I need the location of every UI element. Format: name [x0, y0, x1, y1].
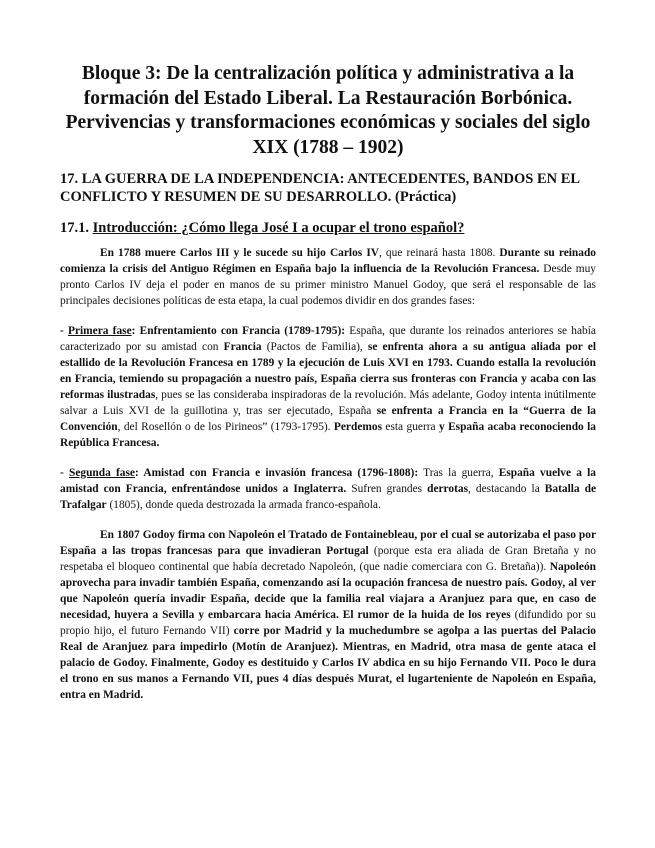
text-span: Tras la guerra,: [418, 467, 499, 479]
bold-span: Perdemos: [333, 421, 382, 433]
text-span: , que reinará hasta 1808.: [378, 247, 500, 259]
text-span: , destacando la: [468, 483, 545, 495]
colon: :: [134, 467, 144, 479]
bold-span: En 1788 muere Carlos III y le sucede su hijo Carlos IV: [100, 247, 379, 259]
paragraph-first-phase: [60, 323, 596, 451]
bold-span: Enfrentamiento con Francia (1789-1795):: [139, 325, 346, 337]
text-span: , del Rosellón o de los Pirineos” (1793-1795).: [117, 421, 334, 433]
text-span: (porque esta era aliada de Gran Bretaña y no respetaba el bloqueo continental que había decretado Napoleón, (que nadie comerciara con G. Bretaña)).: [60, 545, 596, 573]
paragraph-second-phase: [60, 465, 596, 513]
text-span: (Pactos de Familia),: [261, 341, 368, 353]
dash: -: [60, 325, 68, 337]
subsection-number: 17.1.: [60, 220, 93, 236]
text-span: Sufren grandes: [346, 483, 428, 495]
dash: -: [60, 467, 69, 479]
bold-span: España vuelve a la amistad con Francia, enfrentándose unidos a Inglaterra.: [60, 467, 596, 495]
bold-span: Amistad con Francia e invasión francesa (1796-1808):: [143, 467, 419, 479]
bold-span: Francia: [223, 341, 262, 353]
paragraph-1807: [60, 527, 596, 703]
document-title: Bloque 3: De la centralización política y administrativa a la formación del Estado Liberal. La Restauración Borbónica. Pervivencias y transformaciones económicas y sociales del siglo XIX (1788 – 1902): [65, 63, 591, 158]
colon: :: [131, 325, 140, 337]
text-span: esta guerra: [382, 421, 439, 433]
bold-span: y España acaba reconociendo la República Francesa.: [60, 421, 597, 449]
text-span: (difundido por su propio hijo, el futuro Fernando VII): [60, 609, 596, 637]
section-heading: 17. LA GUERRA DE LA INDEPENDENCIA: ANTECEDENTES, BANDOS EN EL CONFLICTO Y RESUMEN DE SU DESARROLLO. (Práctica): [60, 171, 580, 205]
bold-span: En 1807 Godoy firma con Napoleón el Tratado de Fontainebleau, por el cual se autorizaba el paso por España a las tropas francesas para que invadieran Portugal: [60, 529, 596, 557]
subsection-heading: [60, 219, 596, 237]
bold-span: corre por Madrid y la muchedumbre se agolpa a las puertas del Palacio Real de Aranjuez para impedirlo (Motín de Aranjuez). Mientras, en Madrid, otra masa de gente ataca el palacio de Godoy. Finalmente, Godoy es destituido y Carlos IV abdica en su hijo Fernando VII. Poco le dura el trono en sus manos a Fernando VII, pues 4 días después Murat, el lugarteniente de Napoleón en España, entra en Madrid.: [60, 625, 596, 701]
bold-span: derrotas: [427, 483, 469, 495]
paragraph-intro: [60, 245, 596, 309]
subsection-title: Introducción: ¿Cómo llega José I a ocupar el trono español?: [92, 220, 465, 236]
phase-label: Segunda fase: [69, 467, 135, 479]
bold-span: Napoleón aprovecha para invadir también España, comenzando así la ocupación francesa de nuestro país. Godoy, al ver que Napoleón quería invadir España, decide que la familia real viajara a Aranjuez para que, en caso de necesidad, huyera a Sevilla y embarcara hacia América. El rumor de la huida de los reyes: [60, 561, 596, 621]
phase-label: Primera fase: [68, 325, 132, 337]
text-span: (1805), donde queda destrozada la armada franco-española.: [106, 499, 381, 511]
document-page: [60, 62, 596, 703]
bold-span: Batalla de Trafalgar: [60, 483, 597, 511]
bold-span: se enfrenta a Francia en la “Guerra de la Convención: [60, 405, 597, 433]
bold-span: se enfrenta ahora a su antigua aliada por el estallido de la Revolución Francesa en 1789 y la ejecución de Luis XVI en 1793. Cuando estalla la revolución en Francia, temiendo su propagación a nuestro país, España cierra sus fronteras con Francia y acaba con las reformas ilustradas: [60, 341, 597, 401]
bold-span: Durante su reinado comienza la crisis del Antiguo Régimen en España bajo la influencia de la Revolución Francesa.: [60, 247, 596, 275]
text-span: , pues se las consideraba inspiradoras de la revolución. Más adelante, Godoy intenta inútilmente salvar a Luis XVI de la guillotina y, tras ser ejecutado, España: [60, 389, 596, 417]
text-span: Desde muy pronto Carlos IV deja el poder en manos de su primer ministro Manuel Godoy, que será el responsable de las principales decisiones políticas de esta etapa, la cual podemos dividir en dos grandes fases:: [60, 263, 596, 307]
text-span: España, que durante los reinados anteriores se había caracterizado por su amistad con: [60, 325, 596, 353]
